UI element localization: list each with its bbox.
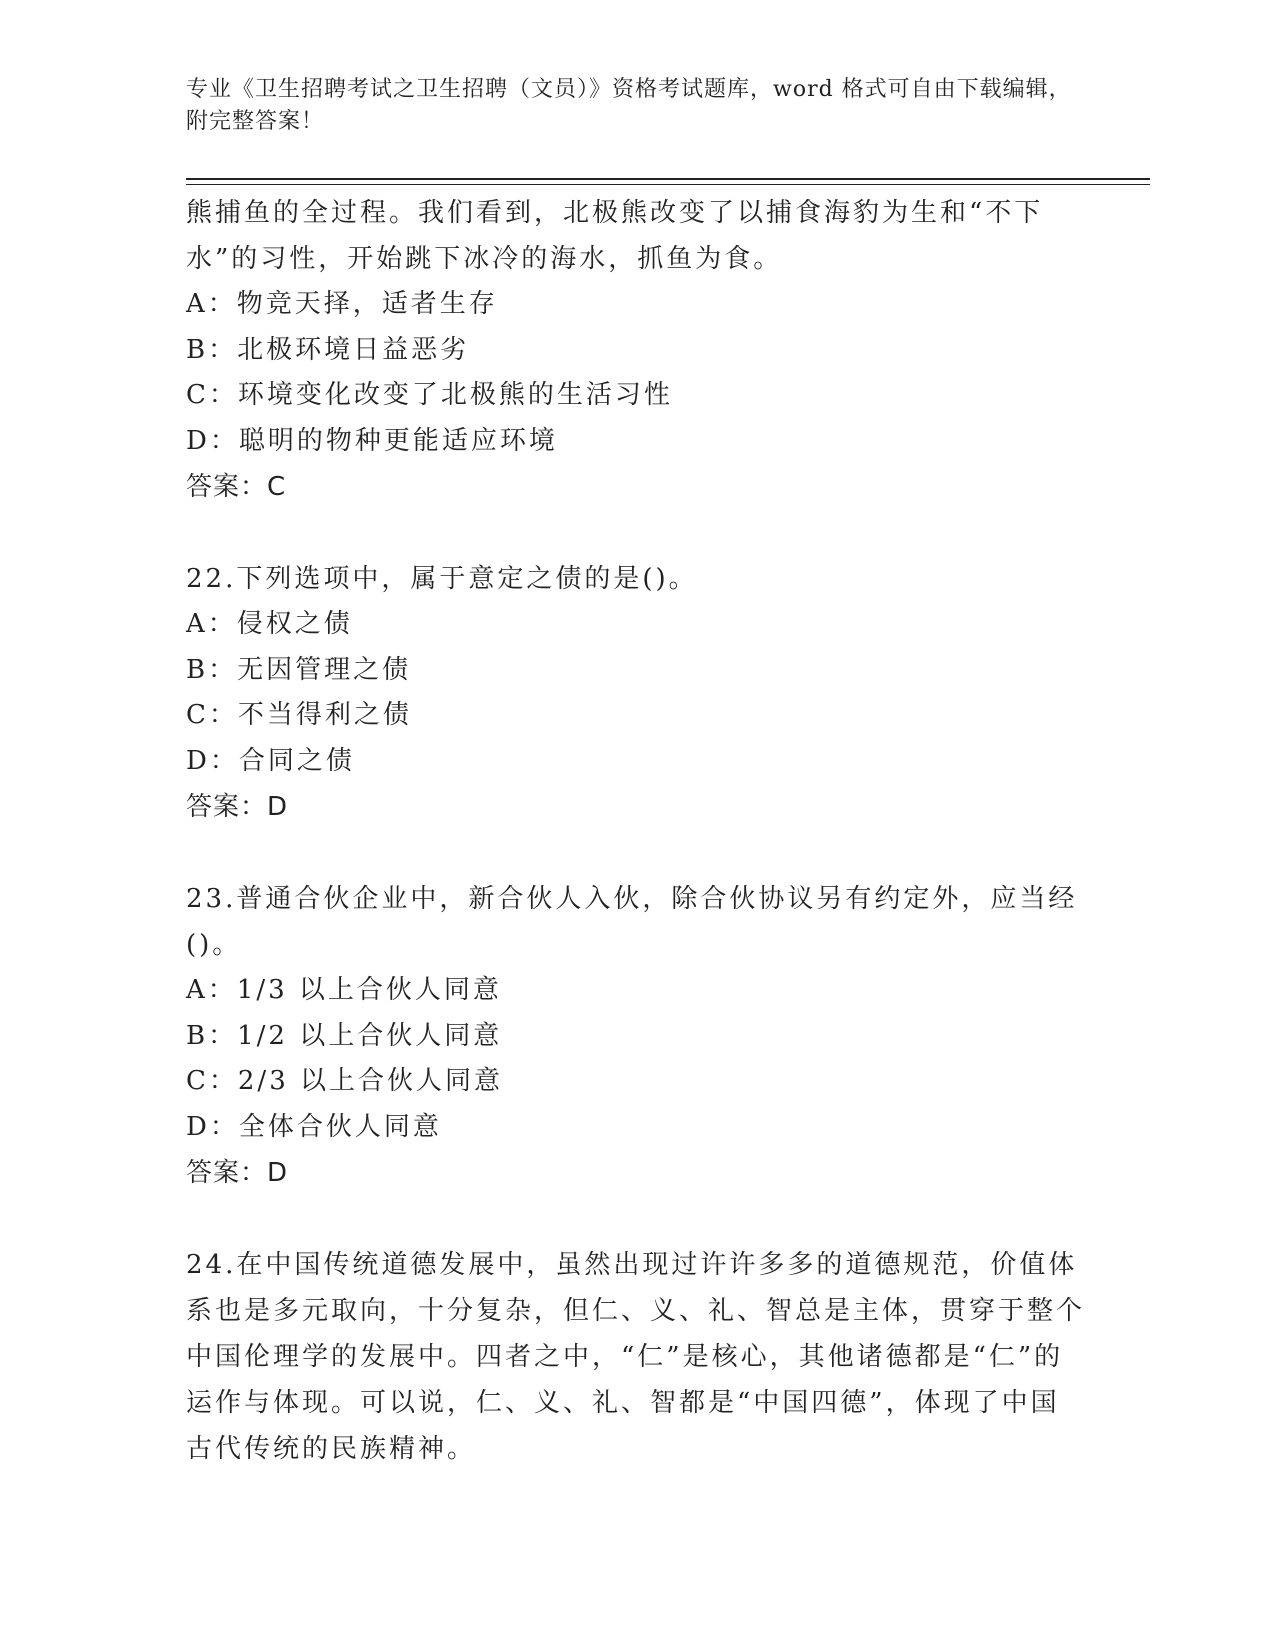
- q22-answer: 答案：D: [186, 792, 289, 822]
- q22-option-b: B：无因管理之债: [186, 654, 412, 685]
- q21-stem-tail: 熊捕鱼的全过程。我们看到，北极熊改变了以捕食海豹为生和“不下水”的习性，开始跳下冰冷的海水，抓鱼为食。: [186, 198, 1044, 274]
- q22-option-a: A：侵权之债: [186, 609, 353, 639]
- header-rule-thick: [186, 178, 1150, 180]
- q23-option-b: B：1/2 以上合伙人同意: [186, 1020, 503, 1051]
- q22-option-d: D：合同之债: [186, 745, 355, 776]
- q21-option-b: B：北极环境日益恶劣: [186, 334, 470, 365]
- header-rule-thin: [186, 184, 1150, 185]
- q21-answer: 答案：C: [186, 472, 287, 502]
- q22-stem: 22.下列选项中，属于意定之债的是()。: [186, 564, 698, 594]
- spacer: [186, 1196, 1086, 1242]
- q21-option-d: D：聪明的物种更能适应环境: [186, 425, 558, 456]
- spacer: [186, 510, 1086, 556]
- q23-option-c: C：2/3 以上合伙人同意: [186, 1066, 504, 1096]
- q21-option-a: A：物竞天择，适者生存: [186, 289, 498, 319]
- spacer: [186, 830, 1086, 876]
- q23-option-a: A：1/3 以上合伙人同意: [186, 975, 502, 1005]
- document-header: 专业《卫生招聘考试之卫生招聘（文员）》资格考试题库，word 格式可自由下载编辑，附完整答案！: [186, 77, 1072, 134]
- q23-answer: 答案：D: [186, 1158, 289, 1188]
- q23-option-d: D：全体合伙人同意: [186, 1111, 442, 1142]
- q23-stem: 23.普通合伙企业中，新合伙人入伙，除合伙协议另有约定外，应当经()。: [186, 884, 1078, 960]
- q21-option-c: C：环境变化改变了北极熊的生活习性: [186, 380, 673, 410]
- q22-option-c: C：不当得利之债: [186, 700, 412, 730]
- q24-stem: 24.在中国传统道德发展中，虽然出现过许许多多的道德规范，价值体系也是多元取向，十分复杂，但仁、义、礼、智总是主体，贯穿于整个中国伦理学的发展中。四者之中，“仁”是核心，其他诸德都是“仁”的运作与体现。可以说，仁、义、礼、智都是“中国四德”，体现了中国古代传统的民族精神。: [186, 1250, 1086, 1464]
- question-content: [186, 190, 1086, 1472]
